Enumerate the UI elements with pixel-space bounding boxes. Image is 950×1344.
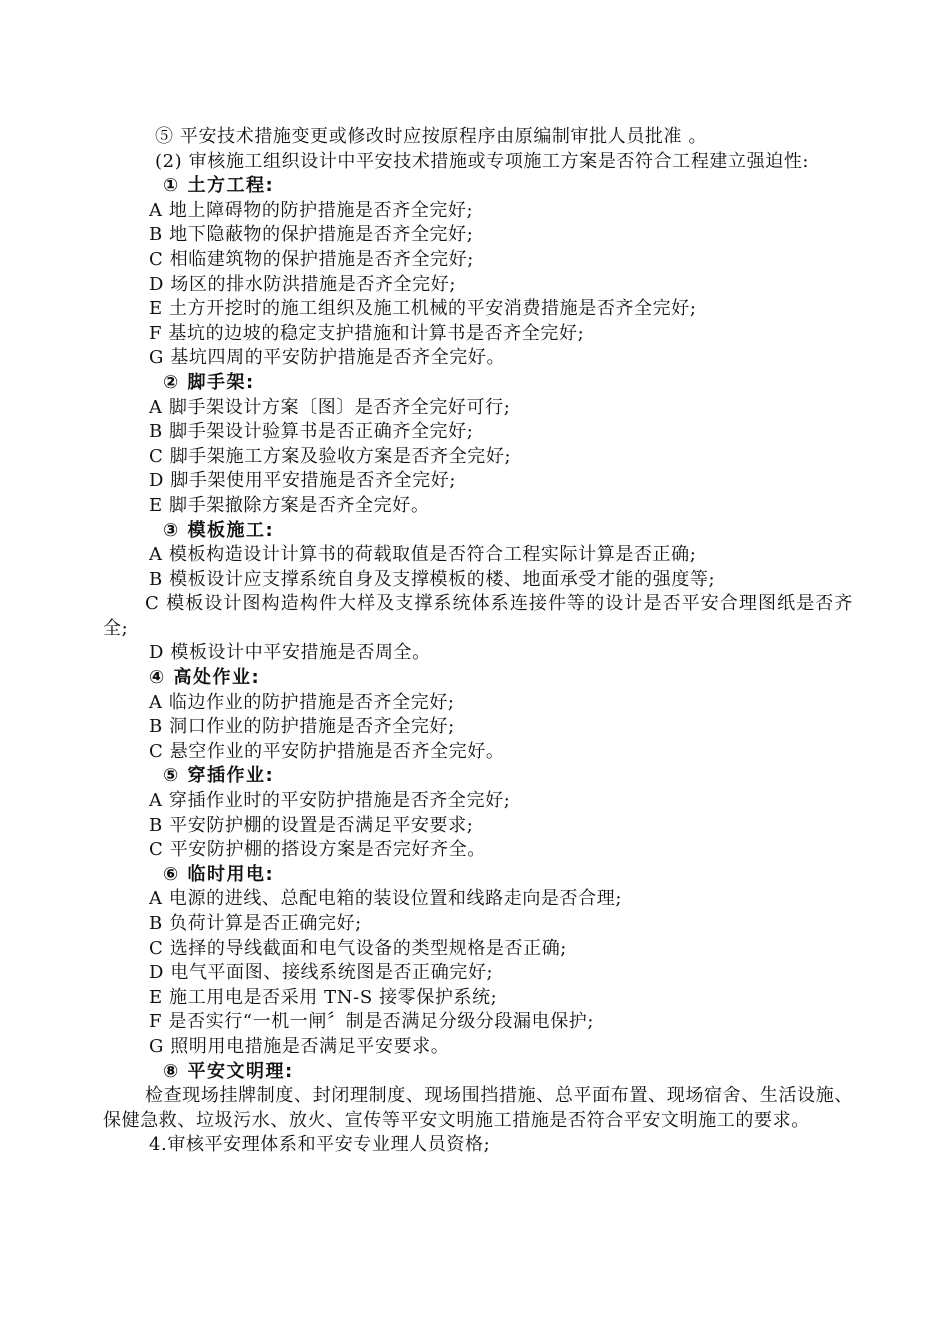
list-item: C 模板设计图构造构件大样及支撑系统体系连接件等的设计是否平安合理图纸是否齐全;	[103, 593, 853, 639]
list-item: B 洞口作业的防护措施是否齐全完好;	[149, 716, 455, 738]
paragraph-civilized-check: 检查现场挂牌制度、封闭理制度、现场围挡措施、总平面布置、现场宿舍、生活设施、保健急救、垃圾污水、放火、宣传等平安文明施工措施是否符合平安文明施工的要求。	[103, 1085, 853, 1131]
section-heading-civilized: ⑧ 平安文明理:	[163, 1060, 294, 1082]
list-item: D 脚手架使用平安措施是否齐全完好;	[149, 470, 457, 492]
list-item: C 相临建筑物的保护措施是否齐全完好;	[149, 248, 474, 270]
list-item: C 脚手架施工方案及验收方案是否齐全完好;	[149, 445, 512, 467]
list-item: B 模板设计应支撑系统自身及支撑模板的楼、地面承受才能的强度等;	[149, 568, 716, 590]
paragraph-review-plan: (2) 审核施工组织设计中平安技术措施或专项施工方案是否符合工程建立强迫性:	[155, 150, 810, 172]
list-item: E 土方开挖时的施工组织及施工机械的平安消费措施是否齐全完好;	[149, 298, 697, 320]
section-heading-earthwork: ① 土方工程:	[163, 175, 275, 197]
list-item: E 脚手架撤除方案是否齐全完好。	[149, 494, 430, 516]
list-item: E 施工用电是否采用 TN-S 接零保护系统;	[149, 986, 498, 1008]
text-line: ⑤ 平安技术措施变更或修改时应按原程序由原编制审批人员批准 。	[155, 126, 708, 147]
document-body	[103, 125, 853, 1158]
list-item: F 是否实行“一机一闸〞制是否满足分级分段漏电保护;	[149, 1011, 595, 1033]
list-item: A 临边作业的防护措施是否齐全完好;	[149, 691, 455, 713]
list-item: B 平安防护棚的设置是否满足平安要求;	[149, 814, 474, 836]
list-item: D 场区的排水防洪措施是否齐全完好;	[149, 273, 457, 295]
list-item: A 地上障碍物的防护措施是否齐全完好;	[149, 199, 474, 221]
section-heading-height-work: ④ 高处作业:	[149, 667, 261, 689]
list-item: G 基坑四周的平安防护措施是否齐全完好。	[149, 347, 506, 369]
section-heading-temp-power: ⑥ 临时用电:	[163, 863, 275, 885]
list-item: A 脚手架设计方案〔图〕是否齐全完好可行;	[149, 396, 511, 418]
list-item: D 模板设计中平安措施是否周全。	[149, 642, 431, 664]
list-item: G 照明用电措施是否满足平安要求。	[149, 1035, 450, 1057]
section-heading-cross-work: ⑤ 穿插作业:	[163, 765, 275, 787]
section-heading-formwork: ③ 模板施工:	[163, 519, 275, 541]
list-item: A 电源的进线、总配电箱的装设位置和线路走向是否合理;	[149, 888, 622, 910]
list-item: F 基坑的边坡的稳定支护措施和计算书是否齐全完好;	[149, 322, 585, 344]
list-item: C 选择的导线截面和电气设备的类型规格是否正确;	[149, 937, 567, 959]
section-heading-scaffold: ② 脚手架:	[163, 371, 255, 393]
list-item: A 模板构造设计计算书的荷载取值是否符合工程实际计算是否正确;	[149, 544, 697, 566]
list-item: C 悬空作业的平安防护措施是否齐全完好。	[149, 740, 505, 762]
text-line: 4.审核平安理体系和平安专业理人员资格;	[149, 1134, 491, 1156]
list-item: B 负荷计算是否正确完好;	[149, 913, 362, 934]
list-item: C 平安防护棚的搭设方案是否完好齐全。	[149, 839, 486, 861]
list-item: D 电气平面图、接线系统图是否正确完好;	[149, 962, 494, 984]
list-item: B 脚手架设计验算书是否正确齐全完好;	[149, 421, 474, 443]
list-item: A 穿插作业时的平安防护措施是否齐全完好;	[149, 790, 511, 812]
list-item: B 地下隐蔽物的保护措施是否齐全完好;	[149, 224, 474, 246]
